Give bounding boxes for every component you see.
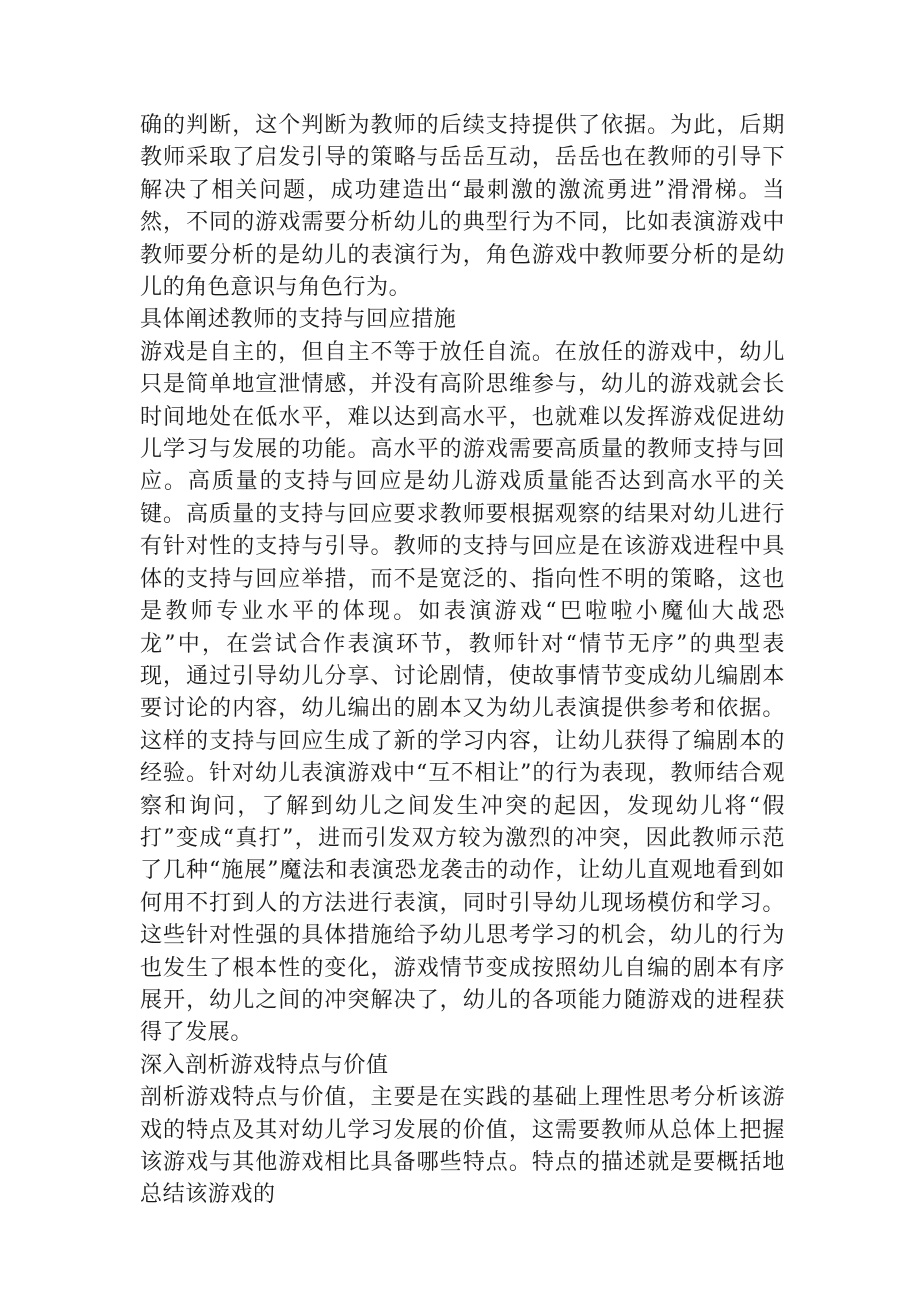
section-heading-game-features: 深入剖析游戏特点与价值 [140, 1052, 389, 1078]
document-page [140, 110, 785, 1212]
paragraph-game-features: 剖析游戏特点与价值，主要是在实践的基础上理性思考分析该游戏的特点及其对幼儿学习发展的价值，这需要教师从总体上把握该游戏与其他游戏相比具备哪些特点。特点的描述就是要概括地总结该游戏的 [140, 1085, 785, 1208]
paragraph-continuation: 确的判断，这个判断为教师的后续支持提供了依据。为此，后期教师采取了启发引导的策略与岳岳互动，岳岳也在教师的引导下解决了相关问题，成功建造出“最刺激的激流勇进”滑滑梯。当然，不同的游戏需要分析幼儿的典型行为不同，比如表演游戏中教师要分析的是幼儿的表演行为，角色游戏中教师要分析的是幼儿的角色意识与角色行为。 [140, 113, 785, 301]
paragraph-support-response: 游戏是自主的，但自主不等于放任自流。在放任的游戏中，幼儿只是简单地宣泄情感，并没有高阶思维参与，幼儿的游戏就会长时间地处在低水平，难以达到高水平，也就难以发挥游戏促进幼儿学习与发展的功能。高水平的游戏需要高质量的教师支持与回应。高质量的支持与回应是幼儿游戏质量能否达到高水平的关键。高质量的支持与回应要求教师要根据观察的结果对幼儿进行有针对性的支持与引导。教师的支持与回应是在该游戏进程中具体的支持与回应举措，而不是宽泛的、指向性不明的策略，这也是教师专业水平的体现。如表演游戏“巴啦啦小魔仙大战恐龙”中，在尝试合作表演环节，教师针对“情节无序”的典型表现，通过引导幼儿分享、讨论剧情，使故事情节变成幼儿编剧本要讨论的内容，幼儿编出的剧本又为幼儿表演提供参考和依据。这样的支持与回应生成了新的学习内容，让幼儿获得了编剧本的经验。针对幼儿表演游戏中“互不相让”的行为表现，教师结合观察和询问，了解到幼儿之间发生冲突的起因，发现幼儿将“假打”变成“真打”，进而引发双方较为激烈的冲突，因此教师示范了几种“施展”魔法和表演恐龙袭击的动作，让幼儿直观地看到如何用不打到人的方法进行表演，同时引导幼儿现场模仿和学习。这些针对性强的具体措施给予幼儿思考学习的机会，幼儿的行为也发生了根本性的变化，游戏情节变成按照幼儿自编的剧本有序展开，幼儿之间的冲突解决了，幼儿的各项能力随游戏的进程获得了发展。 [140, 339, 785, 1046]
section-heading-support-response: 具体阐述教师的支持与回应措施 [140, 307, 457, 333]
